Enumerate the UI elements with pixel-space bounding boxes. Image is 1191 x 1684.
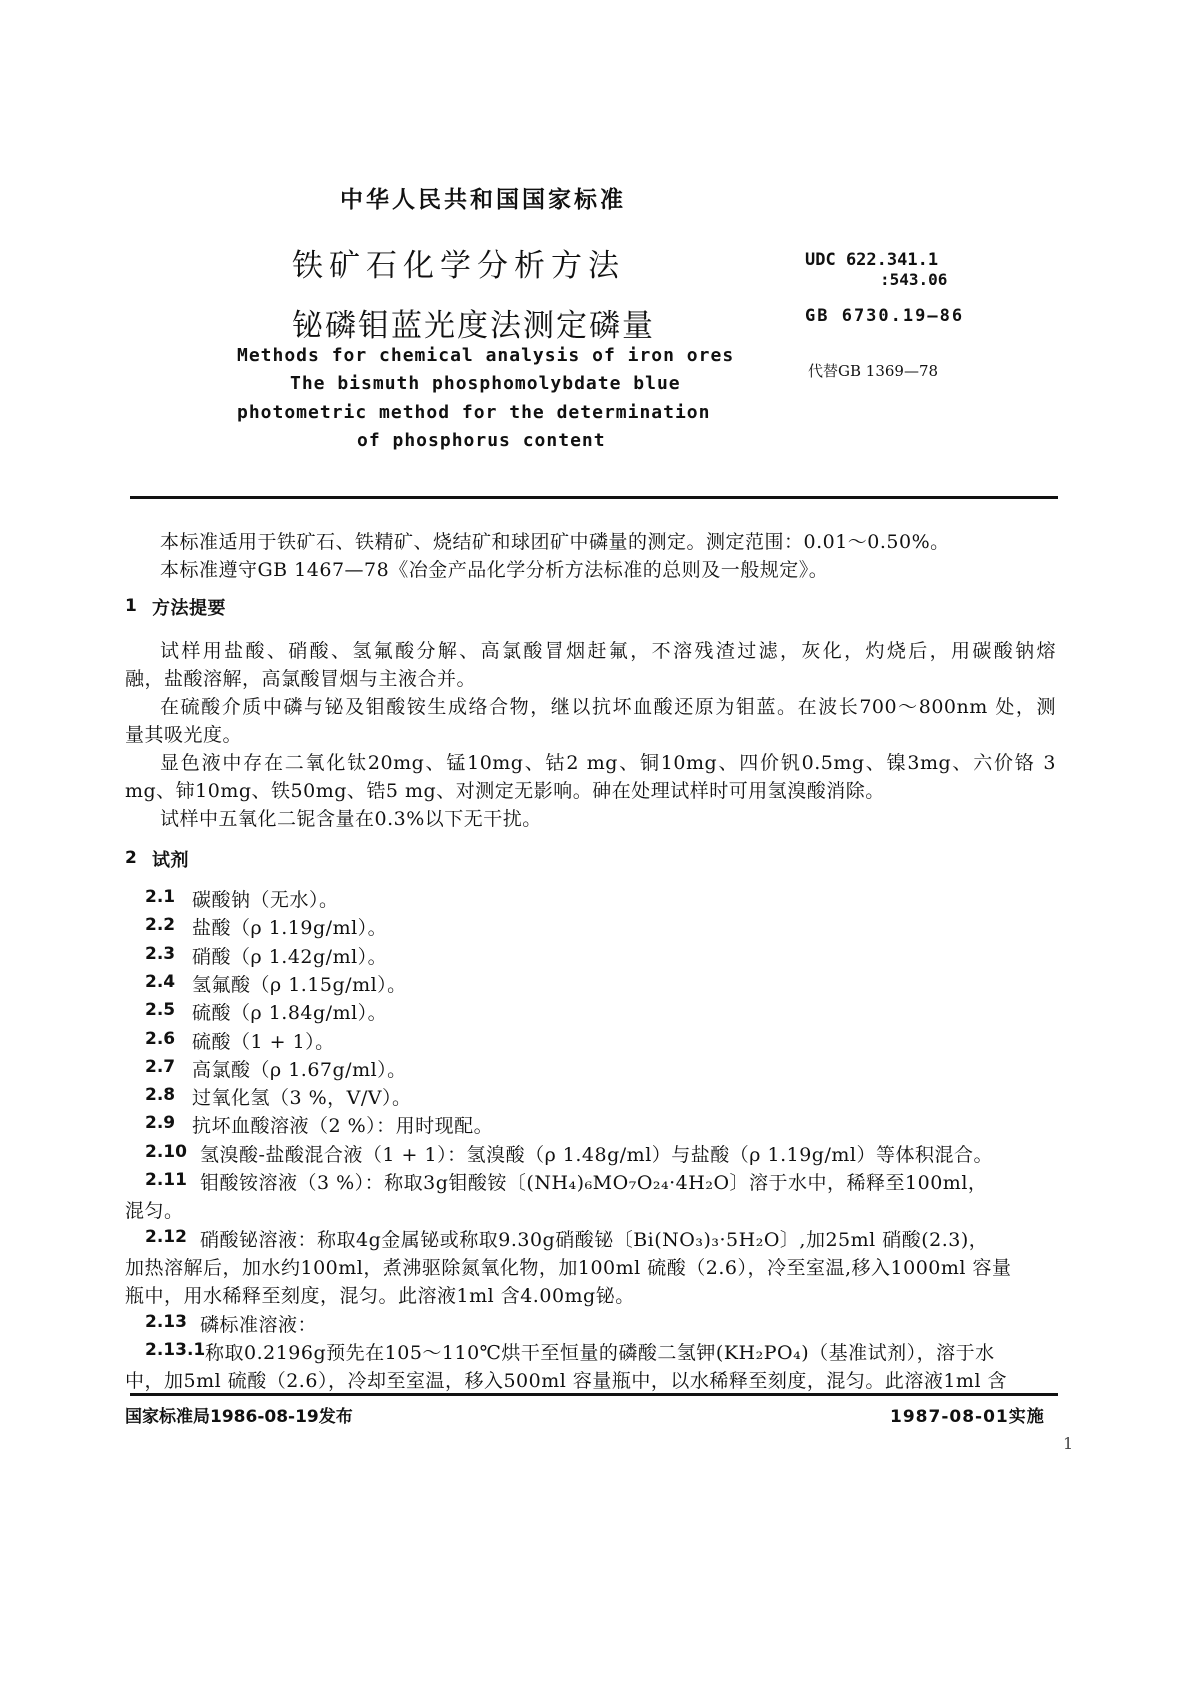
reagent-item-text: 过氧化氢（3 %，V/V）。	[192, 1087, 412, 1110]
section-1-line: 试样中五氧化二铌含量在0.3%以下无干扰。	[160, 808, 542, 830]
reagent-item-text: 抗坏血酸溶液（2 %）：用时现配。	[192, 1115, 494, 1138]
reagent-item-number: 2.5	[145, 1000, 176, 1021]
footer-divider	[130, 1393, 1058, 1396]
reagent-item-text: 瓶中，用水稀释至刻度，混匀。此溶液1ml 含4.00mg铋。	[125, 1285, 635, 1308]
section-1-line: 试样用盐酸、硝酸、氢氟酸分解、高氯酸冒烟赶氟，不溶残渣过滤，灰化，灼烧后，用碳酸钠熔	[160, 640, 1056, 662]
title-en-line3: photometric method for the determination	[237, 402, 711, 423]
reagent-item-number: 2.9	[145, 1113, 176, 1134]
reagent-item-text: 硝酸（ρ 1.42g/ml）。	[192, 945, 388, 968]
gb-number: GB 6730.19—86	[805, 306, 965, 326]
reagent-item-number: 2.11	[145, 1170, 187, 1190]
reagent-item-text: 氢溴酸-盐酸混合液（1 + 1）：氢溴酸（ρ 1.48g/ml）与盐酸（ρ 1.19g/ml）等体积混合。	[200, 1143, 993, 1166]
reagent-item-number: 2.10	[145, 1141, 187, 1162]
reagent-item-number: 2.12	[145, 1226, 187, 1247]
title-en-line2: The bismuth phosphomolybdate blue	[290, 373, 681, 394]
reagent-item-text: 硫酸（1 + 1）。	[192, 1030, 335, 1053]
replaces-standard: 代替GB 1369—78	[808, 362, 939, 380]
section-2-title: 试剂	[152, 850, 189, 871]
udc-code-2: :543.06	[880, 270, 948, 289]
section-1-line: 显色液中存在二氧化钛20mg、锰10mg、钴2 mg、铜10mg、四价钒0.5mg、镍3mg、六价铬 3	[160, 752, 1056, 774]
reagent-item-text: 硫酸（ρ 1.84g/ml）。	[192, 1002, 388, 1025]
reagent-item-number: 2.3	[145, 943, 176, 964]
title-en-line4: of phosphorus content	[357, 430, 606, 451]
title-cn-line2: 铋磷钼蓝光度法测定磷量	[292, 308, 655, 344]
title-cn-line1: 铁矿石化学分析方法	[292, 248, 625, 284]
udc-code: UDC 622.341.1	[805, 250, 939, 270]
section-1-line: 在硫酸介质中磷与铋及钼酸铵生成络合物，继以抗坏血酸还原为钼蓝。在波长700～800nm 处，测	[160, 696, 1056, 718]
reagent-item-text: 高氯酸（ρ 1.67g/ml）。	[192, 1058, 407, 1081]
title-en-line1: Methods for chemical analysis of iron ores	[237, 345, 735, 366]
reagent-item-text: 加热溶解后，加水约100ml，煮沸驱除氮氧化物，加100ml 硫酸（2.6），冷至室温,移入1000ml 容量	[125, 1256, 1012, 1279]
reagent-item-text: 硝酸铋溶液：称取4g金属铋或称取9.30g硝酸铋〔Bi(NO₃)₃·5H₂O〕,加25ml 硝酸(2.3)，	[200, 1228, 989, 1251]
reagent-item-number: 2.8	[145, 1085, 176, 1106]
reagent-item-text: 氢氟酸（ρ 1.15g/ml）。	[192, 973, 407, 996]
reagent-item-number: 2.13.1	[145, 1339, 206, 1360]
reagent-item-number: 2.2	[145, 915, 176, 936]
reagent-item-text: 钼酸铵溶液（3 %）：称取3g钼酸铵〔(NH₄)₆MO₇O₂₄·4H₂O〕溶于水中，稀释至100ml，	[200, 1172, 988, 1194]
reagent-item-text: 称取0.2196g预先在105～110℃烘干至恒量的磷酸二氢钾(KH₂PO₄)（基准试剂），溶于水	[205, 1341, 995, 1364]
reagent-item-text: 盐酸（ρ 1.19g/ml）。	[192, 917, 388, 940]
section-1-number: 1	[125, 596, 137, 616]
reagent-item-number: 2.4	[145, 971, 176, 992]
effective-date: 1987-08-01实施	[890, 1407, 1045, 1427]
section-1-line: mg、铈10mg、铁50mg、锆5 mg、对测定无影响。砷在处理试样时可用氢溴酸消除。	[125, 780, 885, 802]
reagent-item-number: 2.13	[145, 1311, 187, 1332]
reagent-item-number: 2.7	[145, 1056, 176, 1077]
section-1-line: 融，盐酸溶解，高氯酸冒烟与主液合并。	[125, 668, 477, 690]
reagent-item-text: 磷标准溶液：	[200, 1313, 318, 1336]
reagent-item-text: 碳酸钠（无水）。	[192, 889, 339, 911]
section-1-title: 方法提要	[152, 598, 226, 619]
intro-paragraph-1: 本标准适用于铁矿石、铁精矿、烧结矿和球团矿中磷量的测定。测定范围：0.01～0.50%。	[160, 531, 950, 553]
reagent-item-number: 2.6	[145, 1028, 176, 1049]
header-divider	[130, 496, 1058, 499]
reagent-item-text: 中，加5ml 硫酸（2.6），冷却至室温，移入500ml 容量瓶中，以水稀释至刻度，混匀。此溶液1ml 含	[125, 1370, 1008, 1393]
reagent-item-text: 混匀。	[125, 1200, 184, 1223]
reagent-item-number: 2.1	[145, 887, 176, 907]
national-standard-header: 中华人民共和国国家标准	[340, 187, 626, 213]
intro-paragraph-2: 本标准遵守GB 1467—78《冶金产品化学分析方法标准的总则及一般规定》。	[160, 559, 829, 581]
section-2-number: 2	[125, 848, 137, 868]
page-number: 1	[1063, 1434, 1074, 1453]
issued-date: 国家标准局1986-08-19发布	[125, 1407, 353, 1427]
section-1-line: 量其吸光度。	[125, 724, 243, 746]
